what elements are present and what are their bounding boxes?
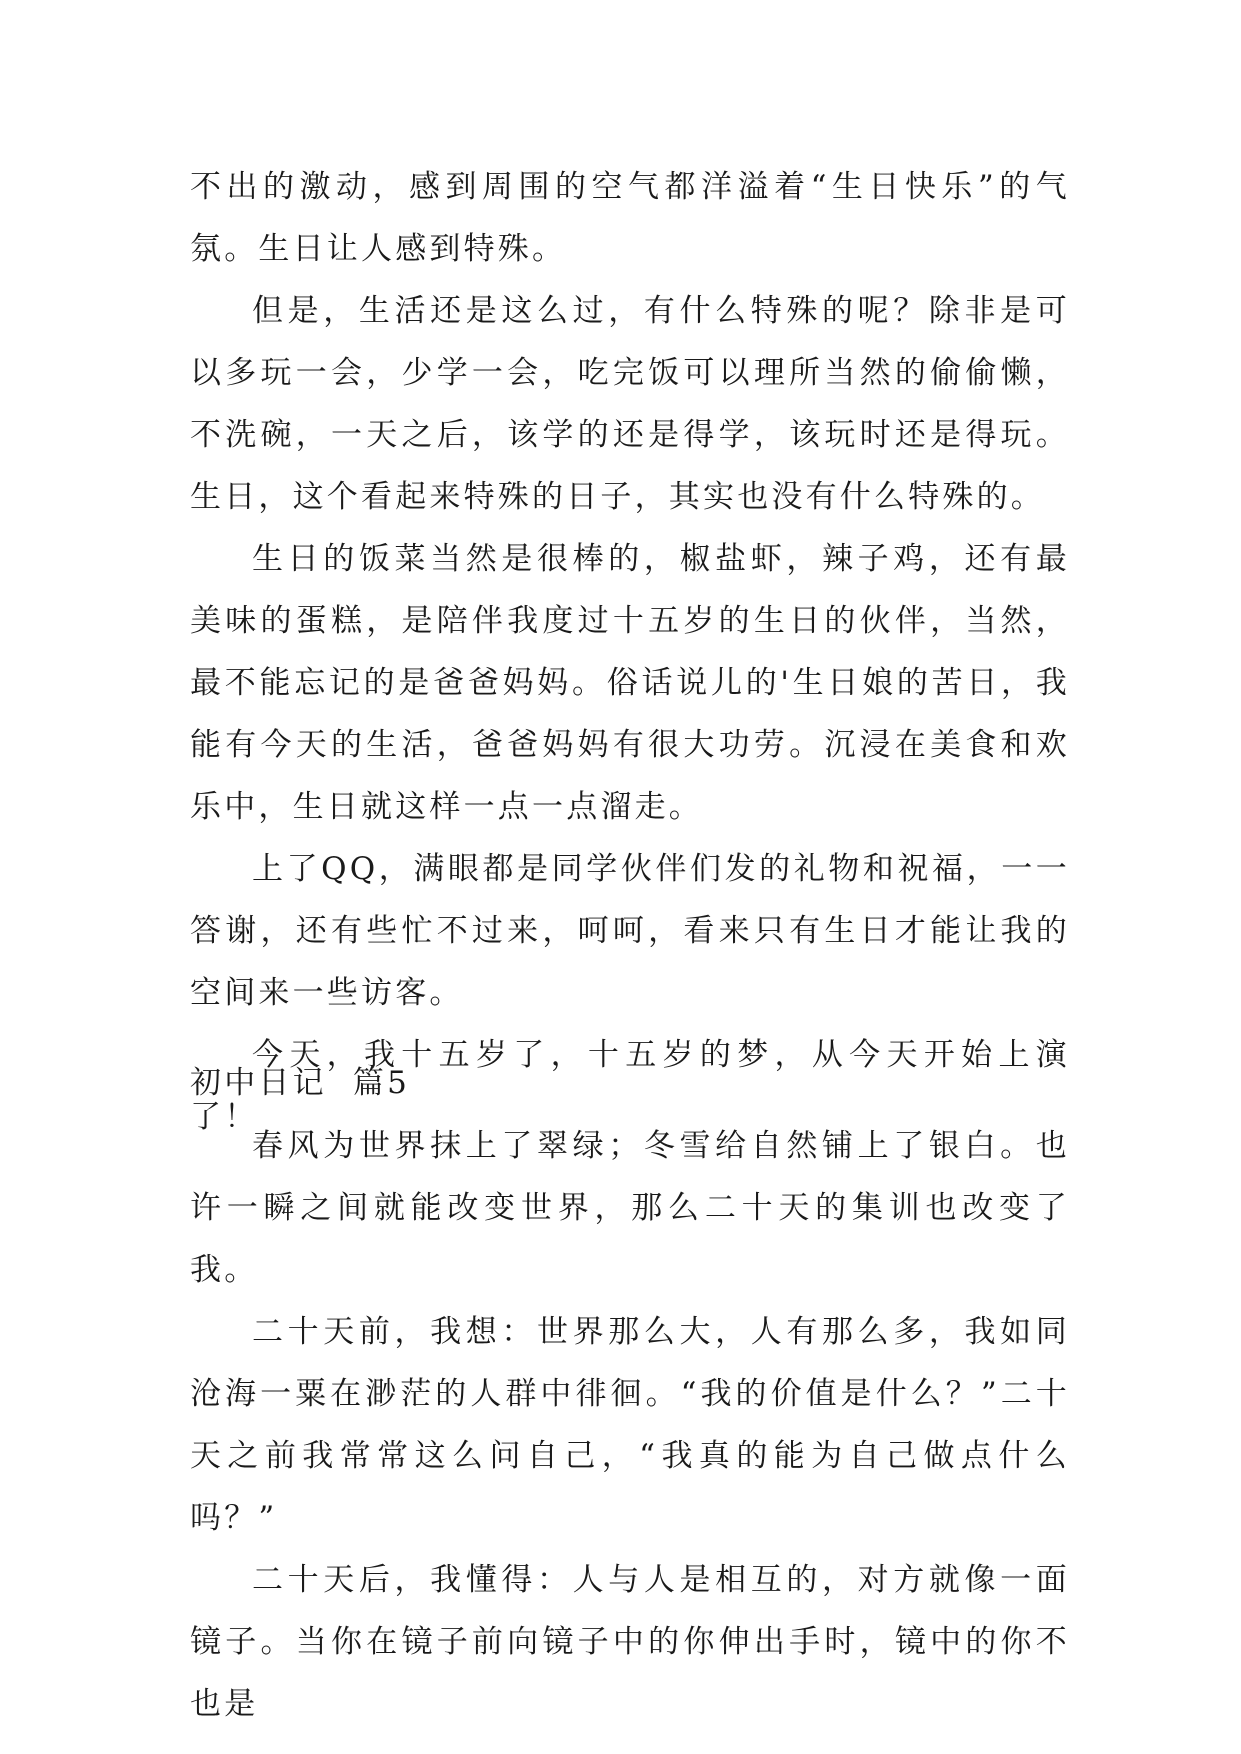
paragraph: 生日的饭菜当然是很棒的，椒盐虾，辣子鸡，还有最美味的蛋糕，是陪伴我度过十五岁的生日的伙伴，当然，最不能忘记的是爸爸妈妈。俗话说儿的'生日娘的苦日，我能有今天的生活，爸爸妈妈有很大功劳。沉浸在美食和欢乐中，生日就这样一点一点溜走。 (190, 541, 1070, 825)
paragraph: 但是，生活还是这么过，有什么特殊的呢？除非是可以多玩一会，少学一会，吃完饭可以理所当然的偷偷懒，不洗碗，一天之后，该学的还是得学，该玩时还是得玩。生日，这个看起来特殊的日子，其实也没有什么特殊的。 (190, 293, 1070, 515)
paragraph: 上了QQ，满眼都是同学伙伴们发的礼物和祝福，一一答谢，还有些忙不过来，呵呵，看来只有生日才能让我的空间来一些访客。 (190, 851, 1070, 1011)
diary-continuation (190, 156, 1070, 1148)
diary-entry-5 (190, 1115, 1070, 1735)
paragraph: 今天，我十五岁了，十五岁的梦，从今天开始上演了！ (190, 1037, 1070, 1135)
paragraph: 二十天后，我懂得：人与人是相互的，对方就像一面镜子。当你在镜子前向镜子中的你伸出手时，镜中的你不也是 (190, 1562, 1070, 1722)
paragraph: 春风为世界抹上了翠绿；冬雪给自然铺上了银白。也许一瞬之间就能改变世界，那么二十天的集训也改变了我。 (190, 1128, 1070, 1288)
section-heading: 初中日记 篇5 (190, 1065, 411, 1101)
paragraph: 二十天前，我想：世界那么大，人有那么多，我如同沧海一粟在渺茫的人群中徘徊。“我的价值是什么？”二十天之前我常常这么问自己，“我真的能为自己做点什么吗？” (190, 1314, 1070, 1536)
paragraph: 不出的激动，感到周围的空气都洋溢着“生日快乐”的气氛。生日让人感到特殊。 (190, 169, 1070, 267)
